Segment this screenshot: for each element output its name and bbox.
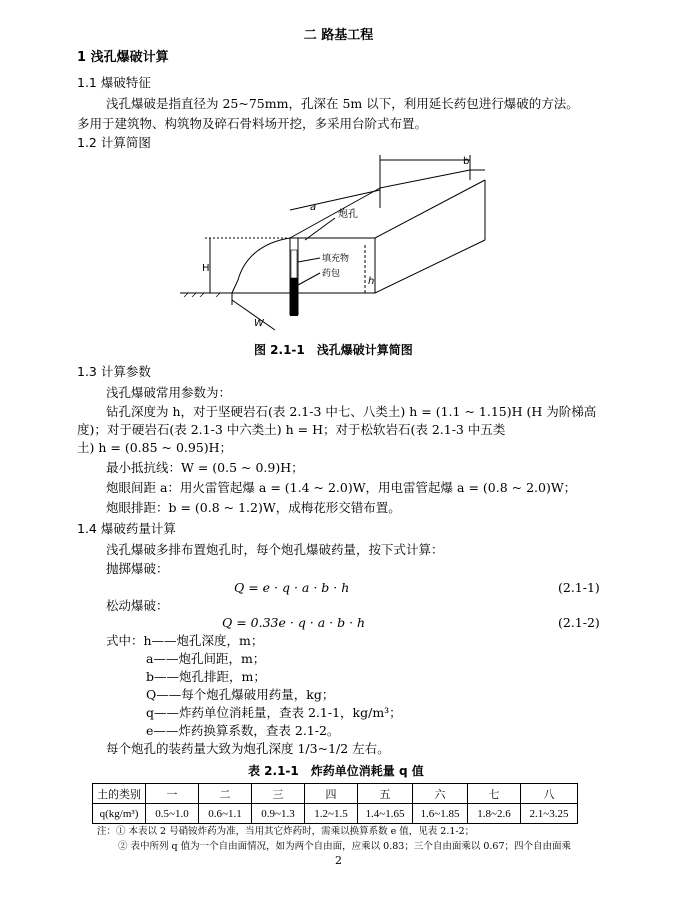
paragraph-line: 度)；对于硬岩石(表 2.1-3 中六类土) h = H；对于松软岩石(表 2.1-3 中五类	[77, 422, 506, 437]
table-cell: 1.4~1.65	[358, 804, 413, 824]
table-cell: 0.6~1.1	[199, 804, 252, 824]
label-b: b	[463, 156, 470, 167]
table-cell: 1.2~1.5	[305, 804, 358, 824]
figure-caption: 图 2.1-1 浅孔爆破计算简图	[254, 343, 413, 357]
table-row	[93, 804, 578, 824]
bench-top-back-edge	[375, 180, 485, 238]
section-1-1-title: 1.1 爆破特征	[77, 75, 151, 90]
paragraph-line: 每个炮孔的装药量大致为炮孔深度 1/3~1/2 左右。	[106, 741, 390, 756]
where-line: a——炮孔间距，m；	[146, 651, 266, 666]
label-hole: 炮孔	[338, 209, 358, 220]
label-a: a	[310, 202, 317, 213]
equation-number: (2.1-2)	[558, 615, 600, 630]
table-cell: q(kg/m³)	[93, 804, 146, 824]
blasting-diagram	[170, 150, 510, 335]
equation-number: (2.1-1)	[558, 580, 600, 595]
where-line: q——炸药单位消耗量，查表 2.1-1，kg/m³；	[146, 705, 402, 720]
paragraph-line: 钻孔深度为 h，对于坚硬岩石(表 2.1-3 中七、八类土) h = (1.1 ~ 1.15)H (H 为阶梯高	[106, 404, 597, 419]
table-cell: 1.8~2.6	[468, 804, 521, 824]
paragraph-line: 松动爆破：	[106, 598, 169, 613]
table-row	[93, 784, 578, 804]
label-charge: 药包	[322, 269, 341, 279]
table-cell: 0.9~1.3	[252, 804, 305, 824]
formula-2-1-1: Q = e · q · a · b · h	[234, 580, 350, 595]
paragraph-line: 浅孔爆破常用参数为：	[106, 385, 232, 400]
paragraph-line: 炮眼排距：b = (0.8 ~ 1.2)W，成梅花形交错布置。	[106, 500, 401, 515]
table-cell: 五	[358, 784, 413, 804]
filler-material	[291, 250, 297, 278]
label-W: W	[254, 318, 264, 329]
table-cell: 土的类别	[93, 784, 146, 804]
table-cell: 1.6~1.85	[413, 804, 468, 824]
chapter-title: 二 路基工程	[303, 28, 374, 43]
label-h: h	[368, 276, 375, 287]
where-line: Q——每个炮孔爆破用药量，kg；	[146, 687, 335, 702]
section-1-2-title: 1.2 计算简图	[77, 135, 151, 150]
paragraph-line: 浅孔爆破是指直径为 25~75mm，孔深在 5m 以下，利用延长药包进行爆破的方法。	[106, 96, 579, 111]
bench-slope-curve	[232, 238, 290, 293]
table-cell: 六	[413, 784, 468, 804]
bench-edge-line	[290, 188, 380, 238]
section-1-4-title: 1.4 爆破药量计算	[77, 521, 176, 536]
paragraph-line: 多用于建筑物、构筑物及碎石骨料场开挖，多采用台阶式布置。	[77, 116, 428, 131]
table-cell: 七	[468, 784, 521, 804]
page-number: 2	[335, 854, 342, 867]
table-cell: 2.1~3.25	[521, 804, 578, 824]
label-filler: 填充物	[322, 254, 350, 264]
label-H: H	[202, 263, 210, 274]
table-cell: 二	[199, 784, 252, 804]
table-caption: 表 2.1-1 炸药单位消耗量 q 值	[248, 764, 424, 778]
paragraph-line: 抛掷爆破：	[106, 561, 169, 576]
dimension-a-line	[290, 190, 380, 210]
paragraph-line: 最小抵抗线：W = (0.5 ~ 0.9)H；	[106, 460, 304, 475]
section-1-title: 1 浅孔爆破计算	[77, 50, 169, 65]
where-line: 式中：h——炮孔深度，m；	[106, 633, 264, 648]
where-line: b——炮孔排距，m；	[146, 669, 266, 684]
table-cell: 一	[146, 784, 199, 804]
table-note: 注：① 本表以 2 号硝铵炸药为准，当用其它炸药时，需乘以换算系数 e 值，见表 2.1-2；	[97, 826, 475, 837]
consumption-table	[92, 783, 578, 824]
explosive-charge	[290, 278, 298, 316]
table-cell: 四	[305, 784, 358, 804]
table-cell: 三	[252, 784, 305, 804]
paragraph-line: 土) h = (0.85 ~ 0.95)H；	[77, 440, 233, 455]
bench-edge-line	[380, 170, 470, 188]
formula-2-1-2: Q = 0.33e · q · a · b · h	[222, 615, 366, 630]
table-note: ② 表中所列 q 值为一个自由面情况，如为两个自由面，应乘以 0.83；三个自由面乘以 0.67；四个自由面乘	[118, 841, 571, 852]
paragraph-line: 炮眼间距 a：用火雷管起爆 a = (1.4 ~ 2.0)W，用电雷管起爆 a = (0.8 ~ 2.0)W；	[106, 480, 577, 495]
section-1-3-title: 1.3 计算参数	[77, 364, 151, 379]
paragraph-line: 浅孔爆破多排布置炮孔时，每个炮孔爆破药量，按下式计算：	[106, 542, 444, 557]
table-cell: 0.5~1.0	[146, 804, 199, 824]
where-line: e——炸药换算系数，查表 2.1-2。	[146, 723, 340, 738]
table-cell: 八	[521, 784, 578, 804]
